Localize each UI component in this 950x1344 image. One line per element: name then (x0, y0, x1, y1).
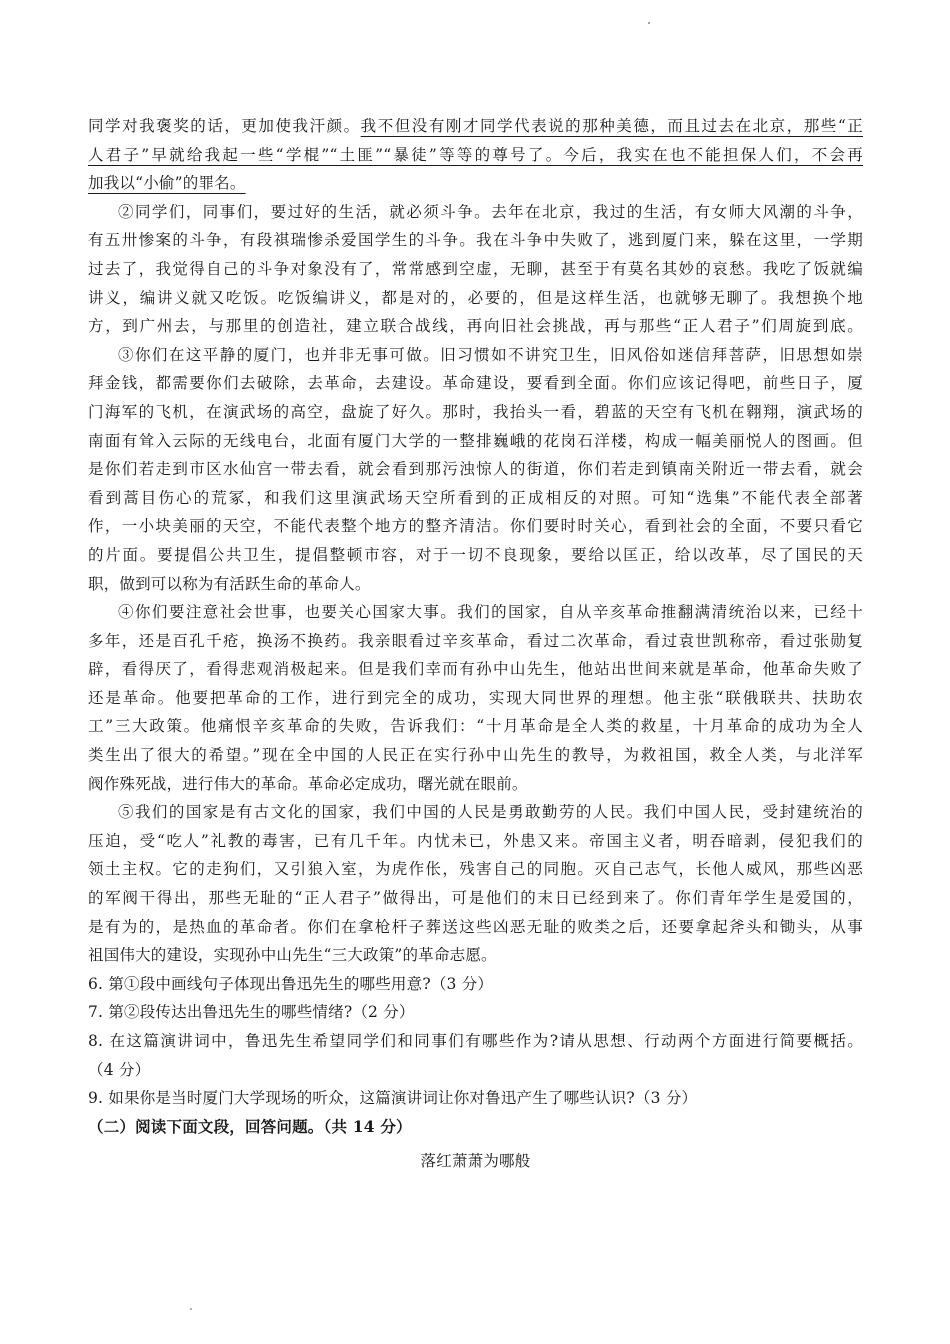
paragraph-1-plain-text: 同学对我褒奖的话，更加使我汗颜。 (88, 117, 361, 135)
decorative-dot (648, 22, 650, 24)
paragraph-1-line-3 (88, 169, 863, 198)
paragraph-3-line: 职，做到可以称为有活跃生命的革命人。 (88, 574, 371, 593)
paragraph-3-line: 作，一小块美丽的天空，不能代表整个地方的整齐清洁。你们要时时关心，看到社会的全面，不要只看它 (88, 517, 863, 536)
paragraph-5-line: ⑤我们的国家是有古文化的国家，我们中国的人民是勇敢勤劳的人民。我们中国人民，受封建统治的 (118, 803, 863, 822)
paragraph-5-line: 是有为的，是热血的革命者。你们在拿枪杆子葬送这些凶恶无耻的败类之后，还要拿起斧头和锄头，从事 (88, 917, 863, 936)
paragraph-4-line: 阀作殊死战，进行伟大的革命。革命必定成功，曙光就在眼前。 (88, 774, 528, 793)
question-9: 9. 如果你是当时厦门大学现场的听众，这篇演讲词让你对鲁迅产生了哪些认识?（3 分） (88, 1089, 698, 1108)
paragraph-2-line: 讲义，编讲义就又吃饭。吃饭编讲义，都是对的，必要的，但是这样生活，也就够无聊了。我想换个地 (88, 288, 863, 307)
paragraph-1-line-1 (88, 112, 863, 141)
paragraph-4-line: 还是革命。他要把革命的工作，进行到完全的成功，实现大同世界的理想。他主张“联俄联共、扶助农 (88, 688, 863, 707)
paragraph-5-line: 的军阀干得出，那些无耻的“正人君子”做得出，可是他们的末日已经到来了。你们青年学生是爱国的， (88, 889, 863, 908)
question-6: 6. 第①段中画线句子体现出鲁迅先生的哪些用意?（3 分） (88, 974, 494, 993)
paragraph-3-line: 看到蒿目伤心的荒冢，和我们这里演武场天空所看到的正成相反的对照。可知“选集”不能代表全部著 (88, 488, 863, 507)
paragraph-3-line: 是你们若走到市区水仙宫一带去看，就会看到那污浊惊人的街道，你们若走到镇南关附近一带去看，就会 (88, 460, 863, 479)
paragraph-3-line: ③你们在这平静的厦门，也并非无事可做。旧习惯如不讲究卫生，旧风俗如迷信拜菩萨，旧思想如崇 (118, 345, 863, 364)
paragraph-4-line: 类生出了很大的希望。”现在全中国的人民正在实行孙中山先生的教导，为救祖国，救全人类，与北洋军 (88, 746, 863, 765)
paragraph-2-line: 方，到广州去，与那里的创造社，建立联合战线，再向旧社会挑战，再与那些“正人君子”们周旋到底。 (88, 317, 863, 336)
paragraph-2-line: 过去了，我觉得自己的斗争对象没有了，常常感到空虚，无聊，甚至于有莫名其妙的哀愁。我吃了饭就编 (88, 259, 863, 278)
underlined-sentence: 人君子”早就给我起一些“学棍”“土匪”“暴徒”等等的尊号了。今后，我实在也不能担保人们，不会再 (88, 145, 863, 164)
passage-title: 落红萧萧为哪般 (420, 1152, 531, 1171)
underlined-sentence: 我不但没有刚才同学代表说的那种美德，而且过去在北京，那些“正 (360, 117, 863, 135)
paragraph-3-line: 的片面。要提倡公共卫生，提倡整顿市容，对于一切不良现象，要给以匡正，给以改革，尽了国民的天 (88, 545, 863, 564)
paragraph-3-line: 南面有耸入云际的无线电台，北面有厦门大学的一整排巍峨的花岗石洋楼，构成一幅美丽悦人的图画。但 (88, 431, 863, 450)
paragraph-2-line: 有五卅惨案的斗争，有段祺瑞惨杀爱国学生的斗争。我在斗争中失败了，逃到厦门来，躲在这里，一学期 (88, 231, 863, 250)
paragraph-1-line-2 (88, 141, 863, 170)
document-page (88, 112, 863, 1176)
underlined-sentence: 加我以“小偷”的罪名。 (88, 174, 246, 193)
paragraph-4-line: 多年，还是百孔千疮，换汤不换药。我亲眼看过辛亥革命，看过二次革命，看过袁世凯称帝，看过张勋复 (88, 631, 863, 650)
paragraph-3-line: 门海军的飞机，在演武场的高空，盘旋了好久。那时，我抬头一看，碧蓝的天空有飞机在翱翔，演武场的 (88, 402, 863, 421)
paragraph-4-line: 工”三大政策。他痛恨辛亥革命的失败，告诉我们：“十月革命是全人类的救星，十月革命的成功为全人 (88, 717, 863, 736)
paragraph-2-line: ②同学们，同事们，要过好的生活，就必须斗争。去年在北京，我过的生活，有女师大风潮的斗争， (118, 202, 863, 221)
question-7: 7. 第②段传达出鲁迅先生的哪些情绪?（2 分） (88, 1003, 415, 1022)
paragraph-4-line: 辟，看得厌了，看得悲观消极起来。但是我们幸而有孙中山先生，他站出世间来就是革命，他革命失败了 (88, 660, 863, 679)
question-8-line-2: （4 分） (88, 1060, 151, 1079)
paragraph-5-line: 领土主权。它的走狗们，又引狼入室，为虎作伥，残害自己的同胞。灭自己志气，长他人威风，那些凶恶 (88, 860, 863, 879)
section-2-heading: （二）阅读下面文段，回答问题。（共 14 分） (88, 1116, 412, 1136)
paragraph-4-line: ④你们要注意社会世事，也要关心国家大事。我们的国家，自从辛亥革命推翻满清统治以来，已经十 (118, 603, 863, 622)
paragraph-3-line: 拜金钱，都需要你们去破除，去革命，去建设。革命建设，要看到全面。你们应该记得吧，前些日子，厦 (88, 374, 863, 393)
paragraph-5-line: 祖国伟大的建设，实现孙中山先生“三大政策”的革命志愿。 (88, 946, 497, 965)
question-8-line-1: 8. 在这篇演讲词中，鲁迅先生希望同学们和同事们有哪些作为?请从思想、行动两个方面进行简要概括。 (88, 1032, 863, 1050)
paragraph-5-line: 压迫，受“吃人”礼教的毒害，已有几千年。内忧未已，外患又来。帝国主义者，明吞暗剥，侵犯我们的 (88, 831, 863, 850)
decorative-dot (190, 1308, 192, 1310)
